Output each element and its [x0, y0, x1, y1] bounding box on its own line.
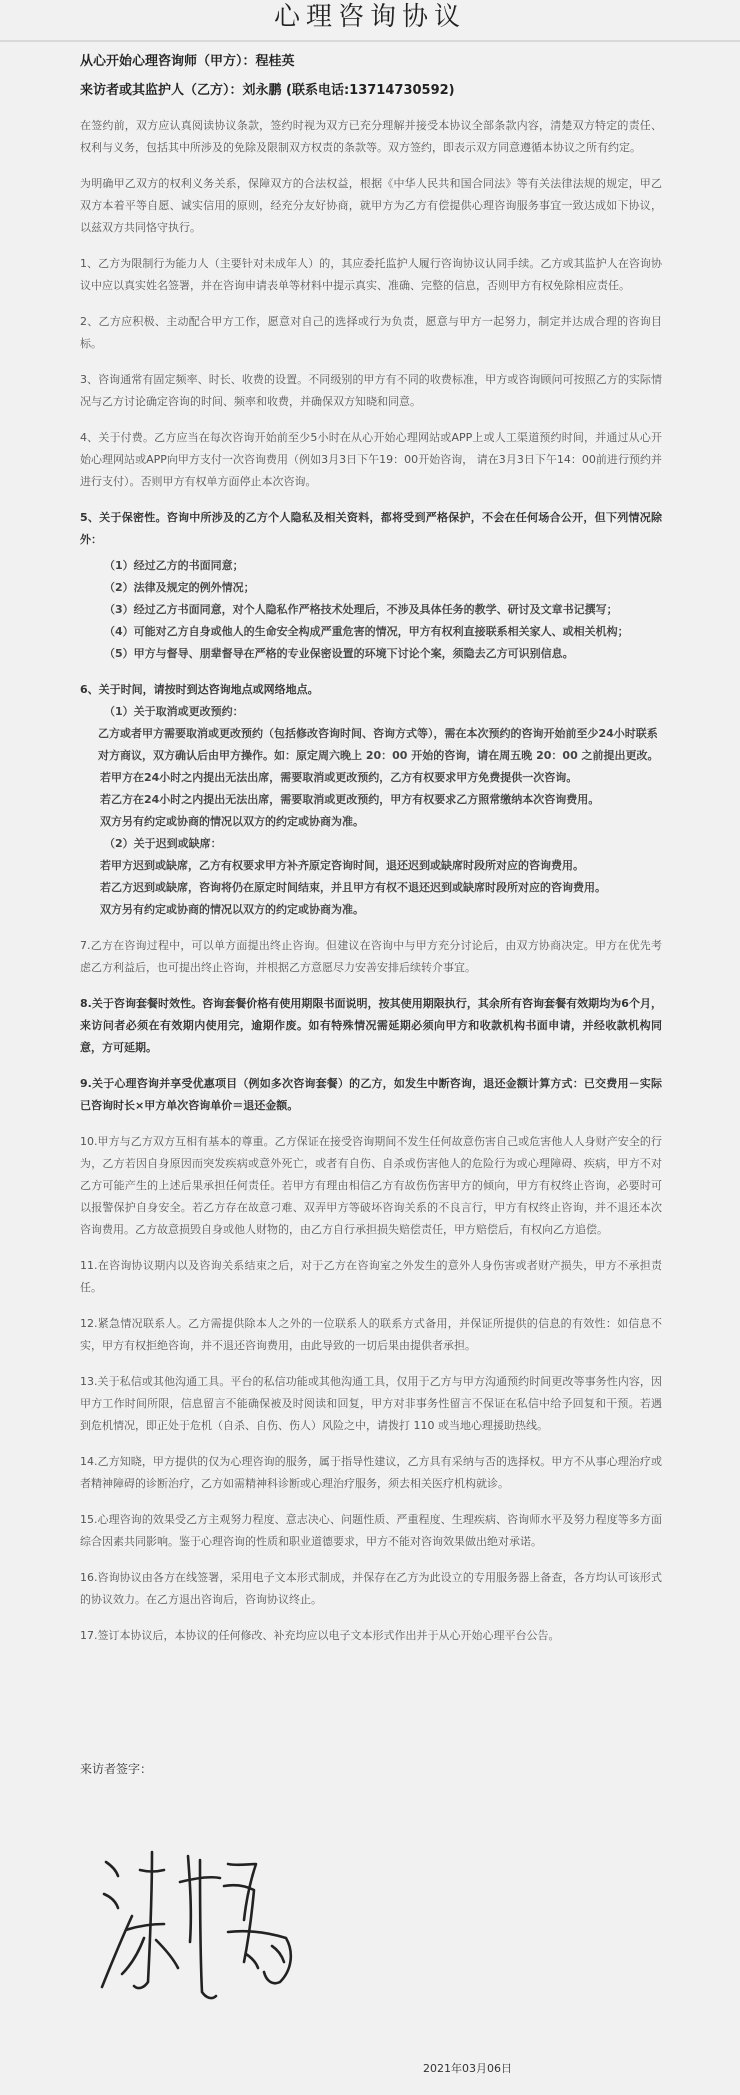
subclause-line: 双方另有约定或协商的情况以双方的约定或协商为准。 — [100, 815, 364, 828]
clause-9: 9.关于心理咨询并享受优惠项目（例如多次咨询套餐）的乙方，如发生中断咨询，退还金额计算方式：已交费用－实际已咨询时长×甲方单次咨询单价＝退还金额。 — [80, 1077, 662, 1112]
clause-2: 2、乙方应积极、主动配合甲方工作，愿意对自己的选择或行为负责，愿意与甲方一起努力，制定并达成合理的咨询目标。 — [80, 315, 662, 350]
intro-paragraph: 为明确甲乙双方的权利义务关系，保障双方的合法权益，根据《中华人民共和国合同法》等有关法律法规的规定，甲乙双方本着平等自愿、诚实信用的原则，经充分友好协商，就甲方为乙方有偿提供心理咨询服务事宜一致达成如下协议，以兹双方共同恪守执行。 — [80, 177, 662, 234]
subclause-line: 乙方或者甲方需要取消或更改预约（包括修改咨询时间、咨询方式等），需在本次预约的咨询开始前至少24小时联系对方商议，双方确认后由甲方操作。如：原定周六晚上 20：00 开始的咨询，请在周五晚 20：00 之前提出更改。 — [98, 727, 659, 762]
clause-5: 5、关于保密性。咨询中所涉及的乙方个人隐私及相关资料，都将受到严格保护，不会在任何场合公开，但下列情况除外： — [80, 511, 662, 546]
agreement-body — [80, 44, 662, 1647]
handwritten-signature — [96, 1842, 306, 2007]
exception-item: （5）甲方与督导、朋辈督导在严格的专业保密设置的环境下讨论个案，须隐去乙方可识别信息。 — [104, 647, 574, 660]
exception-item: （1）经过乙方的书面同意； — [104, 559, 244, 572]
clause-12: 12.紧急情况联系人。乙方需提供除本人之外的一位联系人的联系方式备用，并保证所提供的信息的有效性：如信息不实，甲方有权拒绝咨询，并不退还咨询费用，由此导致的一切后果由提供者承担。 — [80, 1317, 662, 1352]
party-a: 从心开始心理咨询师（甲方）：程桂英 — [80, 54, 295, 69]
intro-paragraph: 在签约前，双方应认真阅读协议条款，签约时视为双方已充分理解并接受本协议全部条款内容，清楚双方特定的责任、权利与义务，包括其中所涉及的免除及限制双方权责的条款等。双方签约，即表示双方同意遵循本协议之所有约定。 — [80, 119, 662, 154]
party-b: 来访者或其监护人（乙方）：刘永鹏 (联系电话:13714730592) — [80, 83, 455, 98]
time-rules — [80, 701, 662, 921]
clause-3: 3、咨询通常有固定频率、时长、收费的设置。不同级别的甲方有不同的收费标准，甲方或咨询顾问可按照乙方的实际情况与乙方讨论确定咨询的时间、频率和收费，并确保双方知晓和同意。 — [80, 373, 662, 408]
document-title: 心理咨询协议 — [273, 2, 466, 32]
subclause-line: 若甲方迟到或缺席，乙方有权要求甲方补齐原定咨询时间，退还迟到或缺席时段所对应的咨询费用。 — [100, 859, 584, 872]
exception-item: （3）经过乙方书面同意，对个人隐私作严格技术处理后，不涉及具体任务的教学、研讨及文章书记撰写； — [104, 603, 618, 616]
subclause-line: 若乙方迟到或缺席，咨询将仍在原定时间结束，并且甲方有权不退还迟到或缺席时段所对应的咨询费用。 — [100, 881, 606, 894]
clause-10: 10.甲方与乙方双方互相有基本的尊重。乙方保证在接受咨询期间不发生任何故意伤害自己或危害他人人身财产安全的行为，乙方若因自身原因而突发疾病或意外死亡，或者有自伤、自杀或伤害他人的危险行为或心理障碍、疾病，甲方不对乙方可能产生的上述后果承担任何责任。若甲方有理由相信乙方有故伤伤害甲方的倾向，甲方有权终止咨询，必要时可以报警保护自身安全。若乙方存在故意刁难、双弄甲方等破坏咨询关系的不良言行，甲方有权终止咨询，并不退还本次咨询费用。乙方故意损毁自身或他人财物的，由乙方自行承担损失赔偿责任，甲方赔偿后，有权向乙方追偿。 — [80, 1135, 662, 1236]
subclause-title: （1）关于取消或更改预约： — [104, 705, 244, 718]
clause-15: 15.心理咨询的效果受乙方主观努力程度、意志决心、问题性质、严重程度、生理疾病、咨询师水平及努力程度等多方面综合因素共同影响。鉴于心理咨询的性质和职业道德要求，甲方不能对咨询效果做出绝对承诺。 — [80, 1513, 662, 1548]
clause-13: 13.关于私信或其他沟通工具。平台的私信功能或其他沟通工具，仅用于乙方与甲方沟通预约时间更改等事务性内容，因甲方工作时间所限，信息留言不能确保被及时阅读和回复，甲方对非事务性留言不保证在私信中给予回复和干预。若遇到危机情况，即正处于危机（自杀、自伤、伤人）风险之中，请拨打 110 或当地心理援助热线。 — [80, 1375, 662, 1432]
clause-6: 6、关于时间，请按时到达咨询地点或网络地点。 — [80, 683, 319, 696]
clause-4: 4、关于付费。乙方应当在每次咨询开始前至少5小时在从心开始心理网站或APP上或人工渠道预约时间，并通过从心开始心理网站或APP向甲方支付一次咨询费用（例如3月3日下午19：00开始咨询， 请在3月3日下午14：00前进行预约并进行支付）。否则甲方有权单方面停止本次咨询。 — [80, 431, 662, 488]
clause-8: 8.关于咨询套餐时效性。咨询套餐价格有使用期限书面说明，按其使用期限执行，其余所有咨询套餐有效期均为6个月，来访问者必须在有效期内使用完，逾期作废。如有特殊情况需延期必须向甲方和收款机构书面申请，并经收款机构同意，方可延期。 — [80, 997, 662, 1054]
subclause-line: 若甲方在24小时之内提出无法出席，需要取消或更改预约，乙方有权要求甲方免费提供一次咨询。 — [100, 771, 578, 784]
exception-item: （2）法律及规定的例外情况； — [104, 581, 255, 594]
subclause-line: 若乙方在24小时之内提出无法出席，需要取消或更改预约，甲方有权要求乙方照常缴纳本次咨询费用。 — [100, 793, 600, 806]
exception-item: （4）可能对乙方自身或他人的生命安全构成严重危害的情况，甲方有权利直接联系相关家人、或相关机构； — [104, 625, 629, 638]
subclause-title: （2）关于迟到或缺席： — [104, 837, 222, 850]
clause-17: 17.签订本协议后，本协议的任何修改、补充均应以电子文本形式作出并于从心开始心理平台公告。 — [80, 1629, 560, 1642]
clause-11: 11.在咨询协议期内以及咨询关系结束之后，对于乙方在咨询室之外发生的意外人身伤害或者财产损失，甲方不承担责任。 — [80, 1259, 662, 1294]
title-divider — [0, 40, 740, 42]
clause-1: 1、乙方为限制行为能力人（主要针对未成年人）的，其应委托监护人履行咨询协议认同手续。乙方或其监护人在咨询协议中应以真实姓名签署，并在咨询申请表单等材料中提示真实、准确、完整的信息，否则甲方有权免除相应责任。 — [80, 257, 662, 292]
subclause-line: 双方另有约定或协商的情况以双方的约定或协商为准。 — [100, 903, 364, 916]
clause-7: 7.乙方在咨询过程中，可以单方面提出终止咨询。但建议在咨询中与甲方充分讨论后，由双方协商决定。甲方在优先考虑乙方利益后，也可提出终止咨询，并根据乙方意愿尽力安善安排后续转介事宜。 — [80, 939, 662, 974]
clause-16: 16.咨询协议由各方在线签署，采用电子文本形式制成，并保存在乙方为此设立的专用服务器上备查，各方均认可该形式的协议效力。在乙方退出咨询后，咨询协议终止。 — [80, 1571, 662, 1606]
confidentiality-exceptions — [80, 555, 662, 665]
clause-14: 14.乙方知晓，甲方提供的仅为心理咨询的服务，属于指导性建议，乙方具有采纳与否的选择权。甲方不从事心理治疗或者精神障碍的诊断治疗，乙方如需精神科诊断或心理治疗服务，须去相关医疗机构就诊。 — [80, 1455, 662, 1490]
signing-date: 2021年03月06日 — [423, 2062, 512, 2075]
signature-label: 来访者签字： — [80, 1762, 153, 1776]
